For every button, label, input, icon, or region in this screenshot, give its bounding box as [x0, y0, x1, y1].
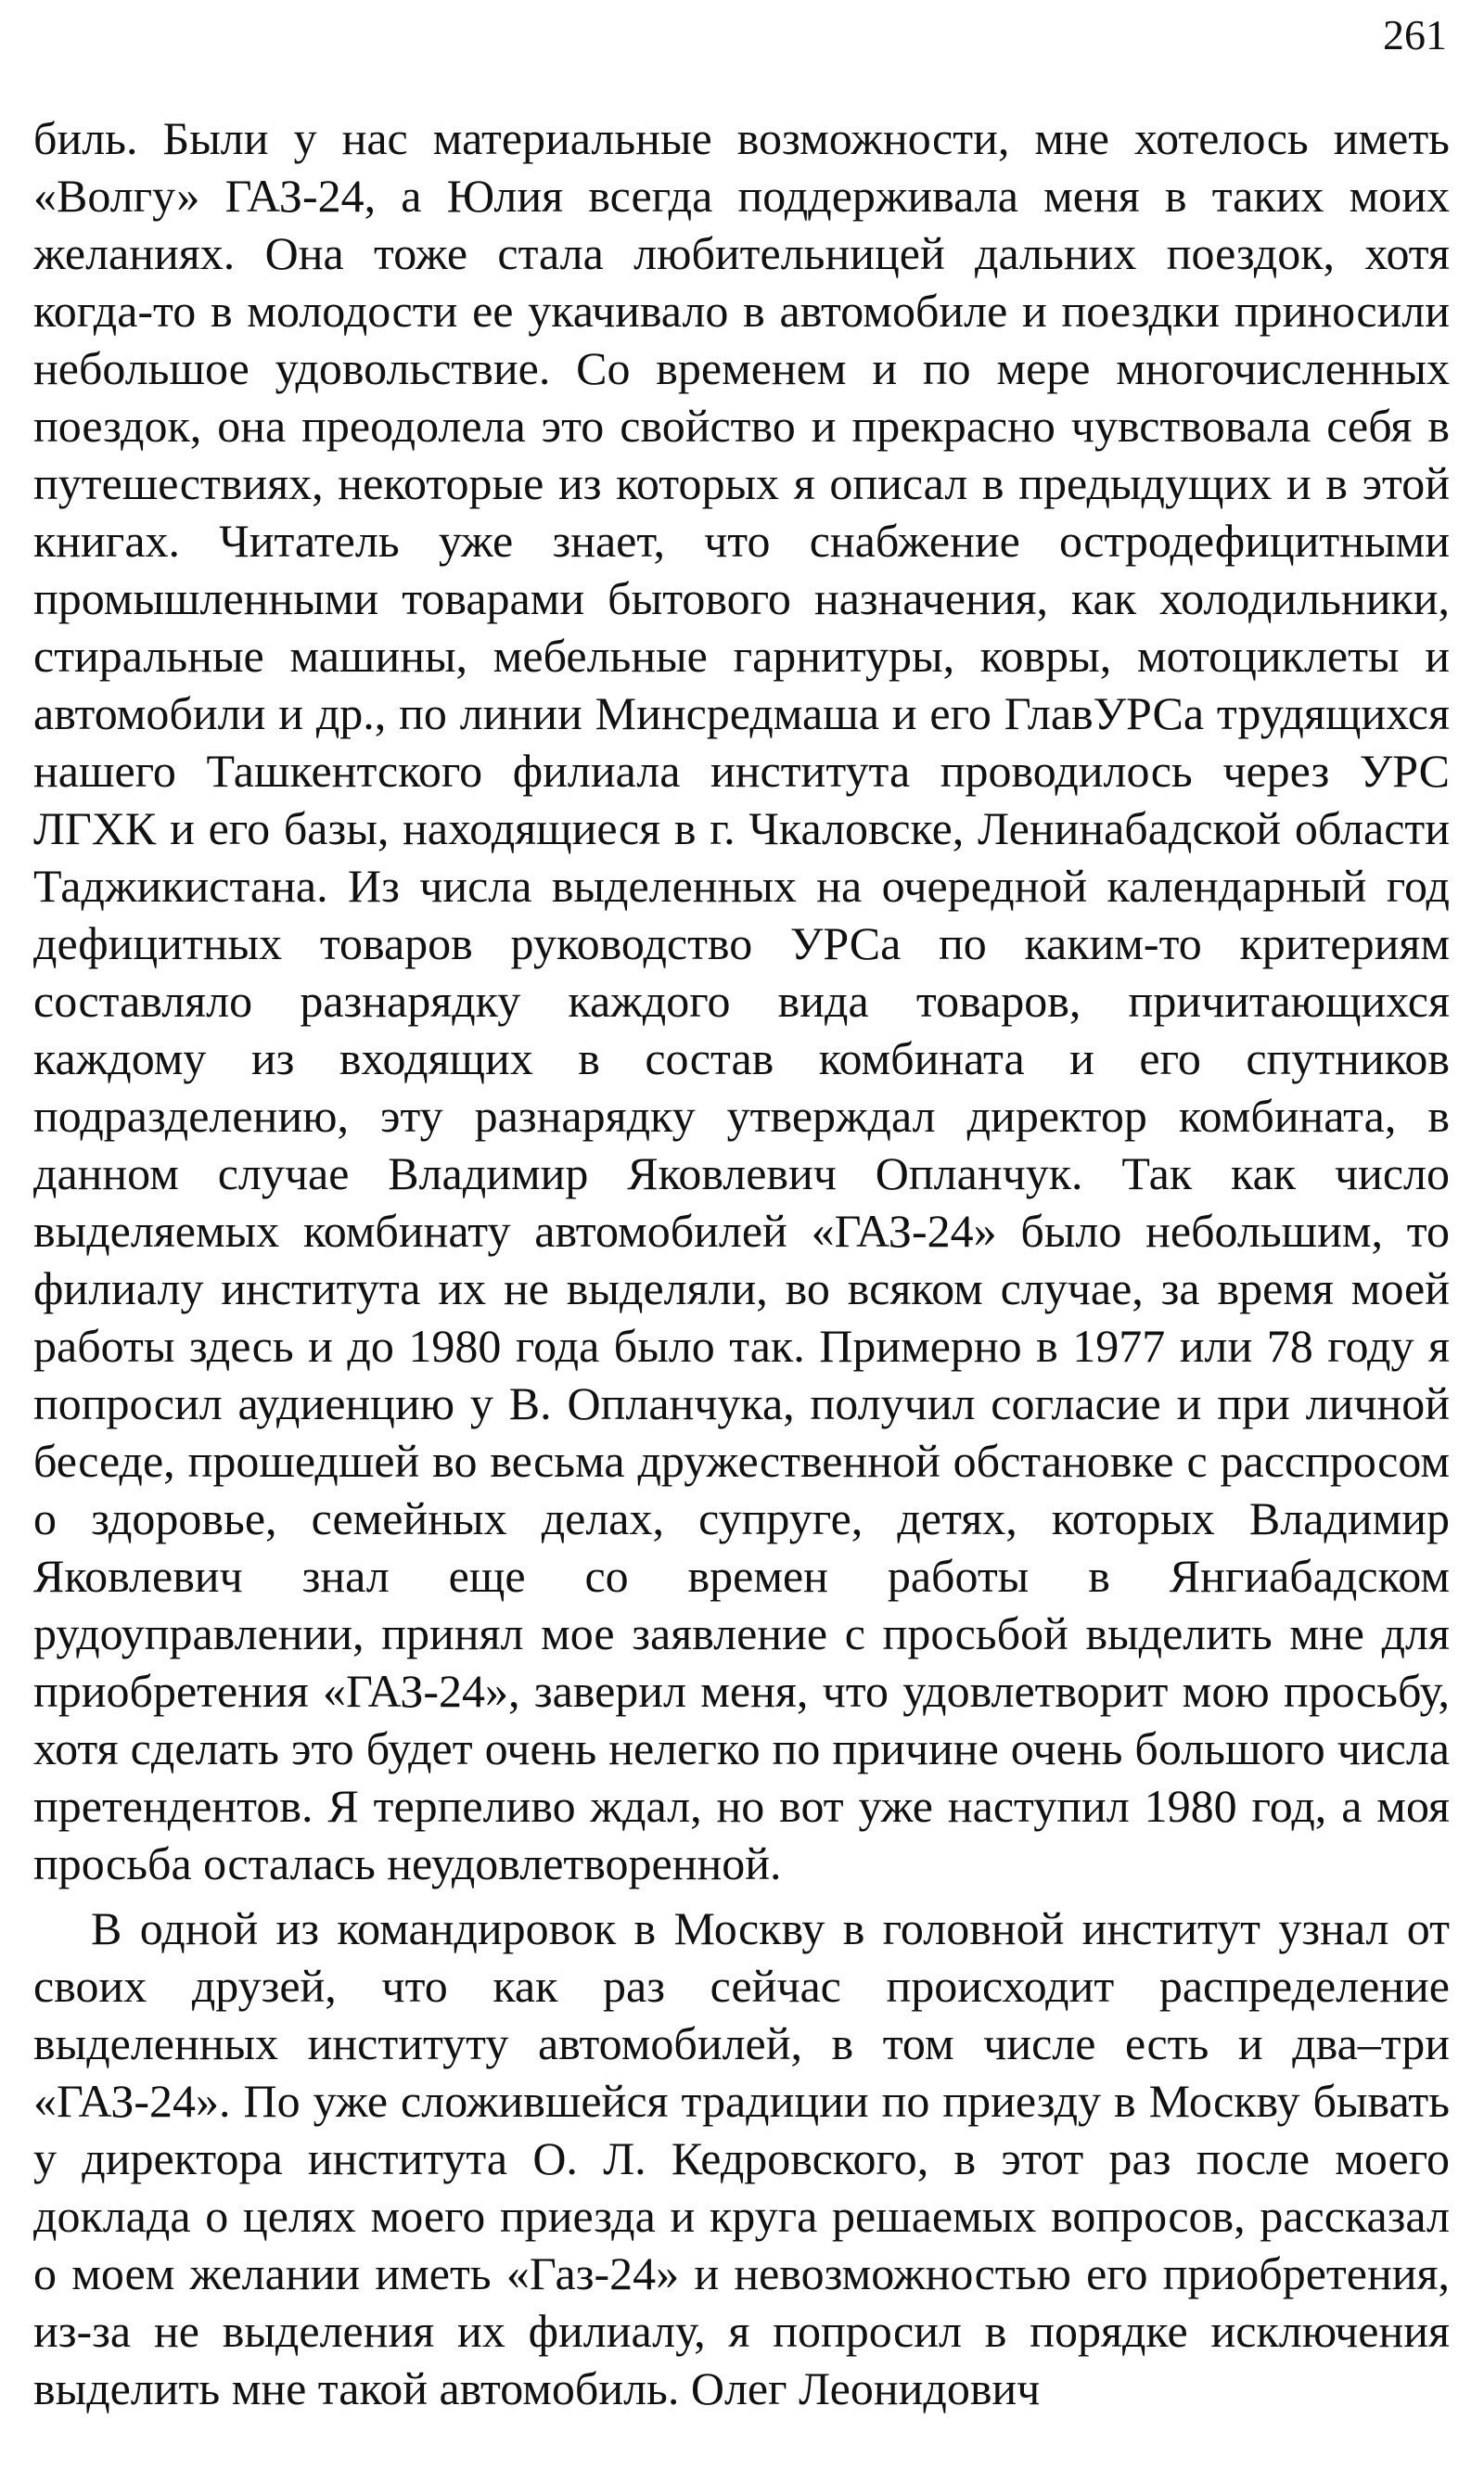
body-text	[33, 109, 1450, 2417]
paragraph-1: биль. Были у нас материальные возможности, мне хотелось иметь «Волгу» ГАЗ-24, а Юлия всегда поддерживала меня в таких моих желаниях. Она тоже стала любительницей дальних поездок, хотя когда-то в молодости ее укачивало в автомобиле и поездки приносили небольшое удовольствие. Со временем и по мере многочисленных поездок, она преодолела это свойство и прекрасно чувствовала себя в путешествиях, некоторые из которых я описал в предыдущих и в этой книгах. Читатель уже знает, что снабжение остродефицитными промышленными товарами бытового назначения, как холодильники, стиральные машины, мебельные гарнитуры, ковры, мотоциклеты и автомобили и др., по линии Минсредмаша и его ГлавУРСа трудящихся нашего Ташкентского филиала института проводилось через УРС ЛГХК и его базы, находящиеся в г. Чкаловске, Ленинабадской области Таджикистана. Из числа выделенных на очередной календарный год дефицитных товаров руководство УРСа по каким-то критериям составляло разнарядку каждого вида товаров, причитающихся каждому из входящих в состав комбината и его спутников подразделению, эту разнарядку утверждал директор комбината, в данном случае Владимир Яковлевич Опланчук. Так как число выделяемых комбинату автомобилей «ГАЗ-24» было небольшим, то филиалу института их не выделяли, во всяком случае, за время моей работы здесь и до 1980 года было так. Примерно в 1977 или 78 году я попросил аудиенцию у В. Опланчука, получил согласие и при личной беседе, прошедшей во весьма дружественной обстановке с расспросом о здоровье, семейных делах, супруге, детях, которых Владимир Яковлевич знал еще со времен работы в Янгиабадском рудоуправлении, принял мое заявление с просьбой выделить мне для приобретения «ГАЗ-24», заверил меня, что удовлетворит мою просьбу, хотя сделать это будет очень нелегко по причине очень большого числа претендентов. Я терпеливо ждал, но вот уже наступил 1980 год, а моя просьба осталась неудовлетворенной.	[33, 112, 1450, 1889]
paragraph-2: В одной из командировок в Москву в головной институт узнал от своих друзей, что как раз сейчас происходит распределение выделенных институту автомобилей, в том числе есть и два–три «ГАЗ-24». По уже сложившейся традиции по приезду в Москву бывать у директора института О. Л. Кедровского, в этот раз после моего доклада о целях моего приезда и круга решаемых вопросов, рассказал о моем желании иметь «Газ-24» и невозможностью его приобретения, из-за не выделения их филиалу, я попросил в порядке исключения выделить мне такой автомобиль. Олег Леонидович	[33, 1902, 1450, 2414]
page-number: 261	[1383, 11, 1447, 58]
